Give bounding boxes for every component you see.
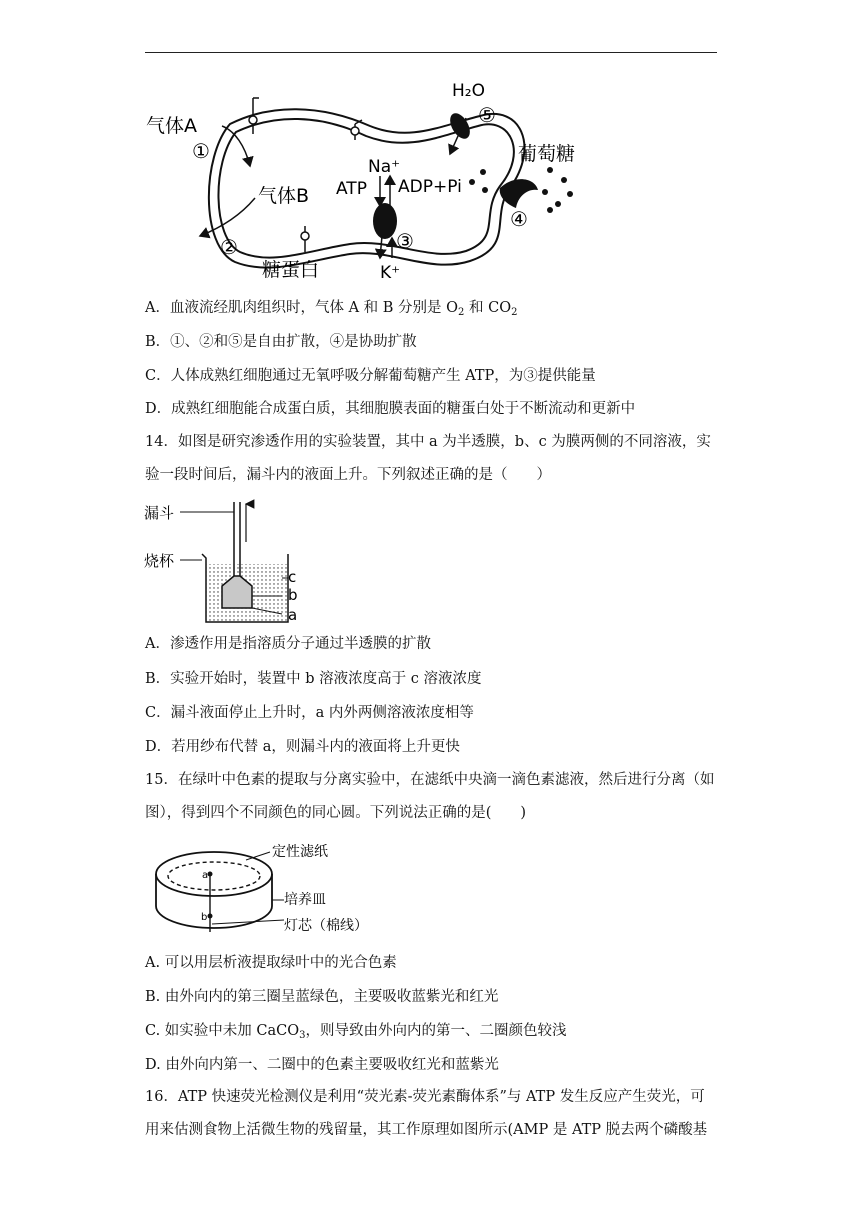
chromatography-figure: [148, 838, 388, 944]
label-funnel: 漏斗: [144, 504, 175, 522]
q15-option-b: B. 由外向内的第三圈呈蓝绿色，主要吸收蓝紫光和红光: [145, 989, 499, 1005]
q15-option-a: A. 可以用层析液提取绿叶中的光合色素: [145, 955, 397, 971]
label-b: b: [201, 912, 208, 923]
label-adp: ADP+Pi: [398, 177, 462, 197]
label-a: a: [288, 606, 298, 624]
label-a: a: [202, 870, 209, 881]
q14-option-b: B．实验开始时，装置中 b 溶液浓度高于 c 溶液浓度: [145, 671, 482, 687]
q13-option-b: B．①、②和⑤是自由扩散，④是协助扩散: [145, 334, 417, 350]
label-filter: 定性滤纸: [272, 844, 328, 860]
header-rule: [145, 52, 717, 53]
q16-stem: 16．ATP 快速荧光检测仪是利用“荧光素-荧光素酶体系”与 ATP 发生反应产生荧光，可用来估测食物上活微生物的残留量，其工作原理如图所示(AMP 是 ATP 脱去两个磷酸基: [145, 1089, 708, 1138]
label-wick: 灯芯（棉线）: [284, 918, 368, 934]
label-gas-b: 气体B: [258, 185, 310, 207]
q14-option-c: C．漏斗液面停止上升时，a 内外两侧溶液浓度相等: [145, 705, 474, 721]
label-k: K⁺: [380, 263, 401, 283]
q14-option-d: D．若用纱布代替 a，则漏斗内的液面将上升更快: [145, 739, 460, 755]
q14-option-a: A．渗透作用是指溶质分子通过半透膜的扩散: [145, 636, 431, 652]
label-num-2: ②: [220, 235, 238, 259]
label-water: H₂O: [452, 81, 485, 101]
label-glucose: 葡萄糖: [518, 143, 576, 165]
cell-transport-figure: [140, 76, 610, 286]
label-c: c: [288, 568, 297, 586]
label-dish: 培养皿: [284, 892, 326, 908]
label-num-3: ③: [396, 229, 414, 253]
label-atp: ATP: [336, 179, 367, 199]
q15-option-d: D. 由外向内第一、二圈中的色素主要吸收红光和蓝紫光: [145, 1057, 499, 1073]
q14-stem: 14．如图是研究渗透作用的实验装置，其中 a 为半透膜，b、c 为膜两侧的不同溶液，实验一段时间后，漏斗内的液面上升。下列叙述正确的是（ ）: [145, 434, 711, 483]
q13-option-d: D．成熟红细胞能合成蛋白质，其细胞膜表面的糖蛋白处于不断流动和更新中: [145, 401, 636, 417]
label-na: Na⁺: [368, 157, 401, 177]
label-gas-a: 气体A: [146, 115, 197, 137]
osmosis-figure: [140, 494, 310, 630]
q15-stem: 15．在绿叶中色素的提取与分离实验中，在滤纸中央滴一滴色素滤液，然后进行分离（如图），得到四个不同颜色的同心圆。下列说法正确的是( ): [145, 772, 715, 821]
label-b: b: [288, 586, 298, 604]
label-num-1: ①: [192, 139, 210, 163]
q13-option-c: C．人体成熟红细胞通过无氧呼吸分解葡萄糖产生 ATP，为③提供能量: [145, 368, 596, 384]
label-num-5: ⑤: [478, 103, 496, 127]
label-num-4: ④: [510, 207, 528, 231]
label-beaker: 烧杯: [144, 552, 175, 570]
label-glycoprotein: 糖蛋白: [262, 259, 320, 281]
q13-option-a: A．血液流经肌肉组织时，气体 A 和 B 分别是 $O_2$ 和 $CO_2$: [145, 300, 518, 318]
q15-option-c: C. 如实验中未加 CaCO$_3$，则导致由外向内的第一、二圈颜色较浅: [145, 1023, 567, 1041]
